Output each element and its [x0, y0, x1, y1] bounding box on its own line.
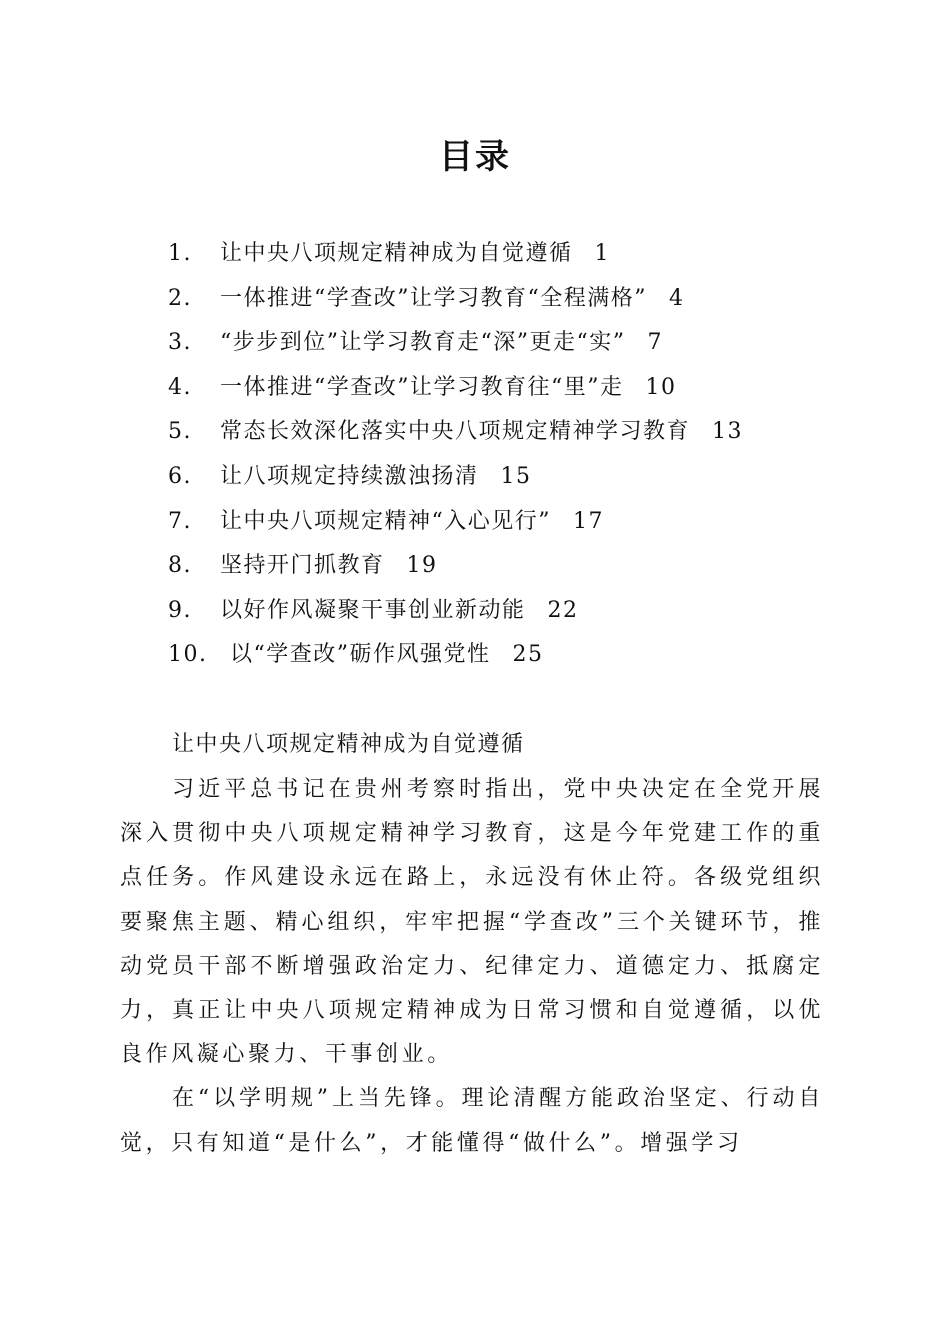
article-body — [120, 722, 824, 1166]
toc-item-title: 让中央八项规定精神成为自觉遵循 — [220, 241, 573, 266]
toc-item-number: 9. — [168, 597, 192, 623]
toc-item-page: 4 — [669, 285, 685, 311]
toc-item[interactable] — [168, 455, 848, 500]
toc-item-title: 一体推进“学查改”让学习教育往“里”走 — [220, 374, 624, 400]
toc-item-page: 15 — [500, 463, 532, 489]
toc-item-number: 5. — [168, 419, 192, 445]
toc-item[interactable] — [168, 500, 848, 545]
toc-item[interactable] — [168, 589, 848, 634]
article-paragraph: 习近平总书记在贵州考察时指出，党中央决定在全党开展深入贯彻中央八项规定精神学习教育，这是今年党建工作的重点任务。作风建设永远在路上，永远没有休止符。各级党组织要聚焦主题、精心组织，牢牢把握“学查改”三个关键环节，推动党员干部不断增强政治定力、纪律定力、道德定力、抵腐定力，真正让中央八项规定精神成为日常习惯和自觉遵循，以优良作风凝心聚力、干事创业。 — [120, 777, 824, 1068]
toc-item[interactable] — [168, 366, 848, 411]
toc-item-number: 8. — [168, 553, 192, 579]
toc-item[interactable] — [168, 232, 848, 277]
table-of-contents — [168, 232, 848, 678]
toc-item[interactable] — [168, 277, 848, 322]
toc-item[interactable] — [168, 410, 848, 455]
toc-item-number: 1. — [168, 241, 192, 266]
toc-item-page: 25 — [512, 642, 544, 668]
article-paragraph: 在“以学明规”上当先锋。理论清醒方能政治坚定、行动自觉，只有知道“是什么”，才能懂得“做什么”。增强学习 — [120, 1086, 824, 1156]
toc-item-page: 7 — [647, 330, 663, 356]
article-heading: 让中央八项规定精神成为自觉遵循 — [172, 732, 525, 757]
toc-item-number: 4. — [168, 374, 192, 400]
toc-item-number: 2. — [168, 285, 192, 311]
toc-item-title: 以好作风凝聚干事创业新动能 — [220, 597, 526, 623]
toc-item-title: “步步到位”让学习教育走“深”更走“实” — [220, 330, 626, 356]
toc-item-number: 6. — [168, 463, 192, 489]
toc-item-number: 3. — [168, 330, 192, 356]
toc-item-title: 以“学查改”砺作风强党性 — [230, 642, 491, 668]
toc-title: 目录 — [439, 137, 511, 177]
toc-item-page: 13 — [712, 419, 744, 445]
toc-item-title: 让中央八项规定精神“入心见行” — [220, 508, 551, 534]
toc-item-title: 坚持开门抓教育 — [220, 553, 385, 579]
toc-item-title: 让八项规定持续激浊扬清 — [220, 463, 479, 489]
toc-item[interactable] — [168, 544, 848, 589]
toc-item-number: 10. — [168, 642, 208, 668]
toc-item[interactable] — [168, 633, 848, 678]
toc-item-page: 17 — [573, 508, 604, 534]
toc-item-number: 7. — [168, 508, 192, 534]
toc-item-page: 10 — [645, 374, 677, 400]
toc-item-page: 22 — [547, 597, 579, 623]
toc-item-title: 常态长效深化落实中央八项规定精神学习教育 — [220, 419, 691, 445]
toc-item-page: 19 — [406, 553, 438, 579]
toc-item-title: 一体推进“学查改”让学习教育“全程满格” — [220, 285, 647, 311]
toc-item-page: 1 — [594, 241, 611, 266]
toc-item[interactable] — [168, 321, 848, 366]
